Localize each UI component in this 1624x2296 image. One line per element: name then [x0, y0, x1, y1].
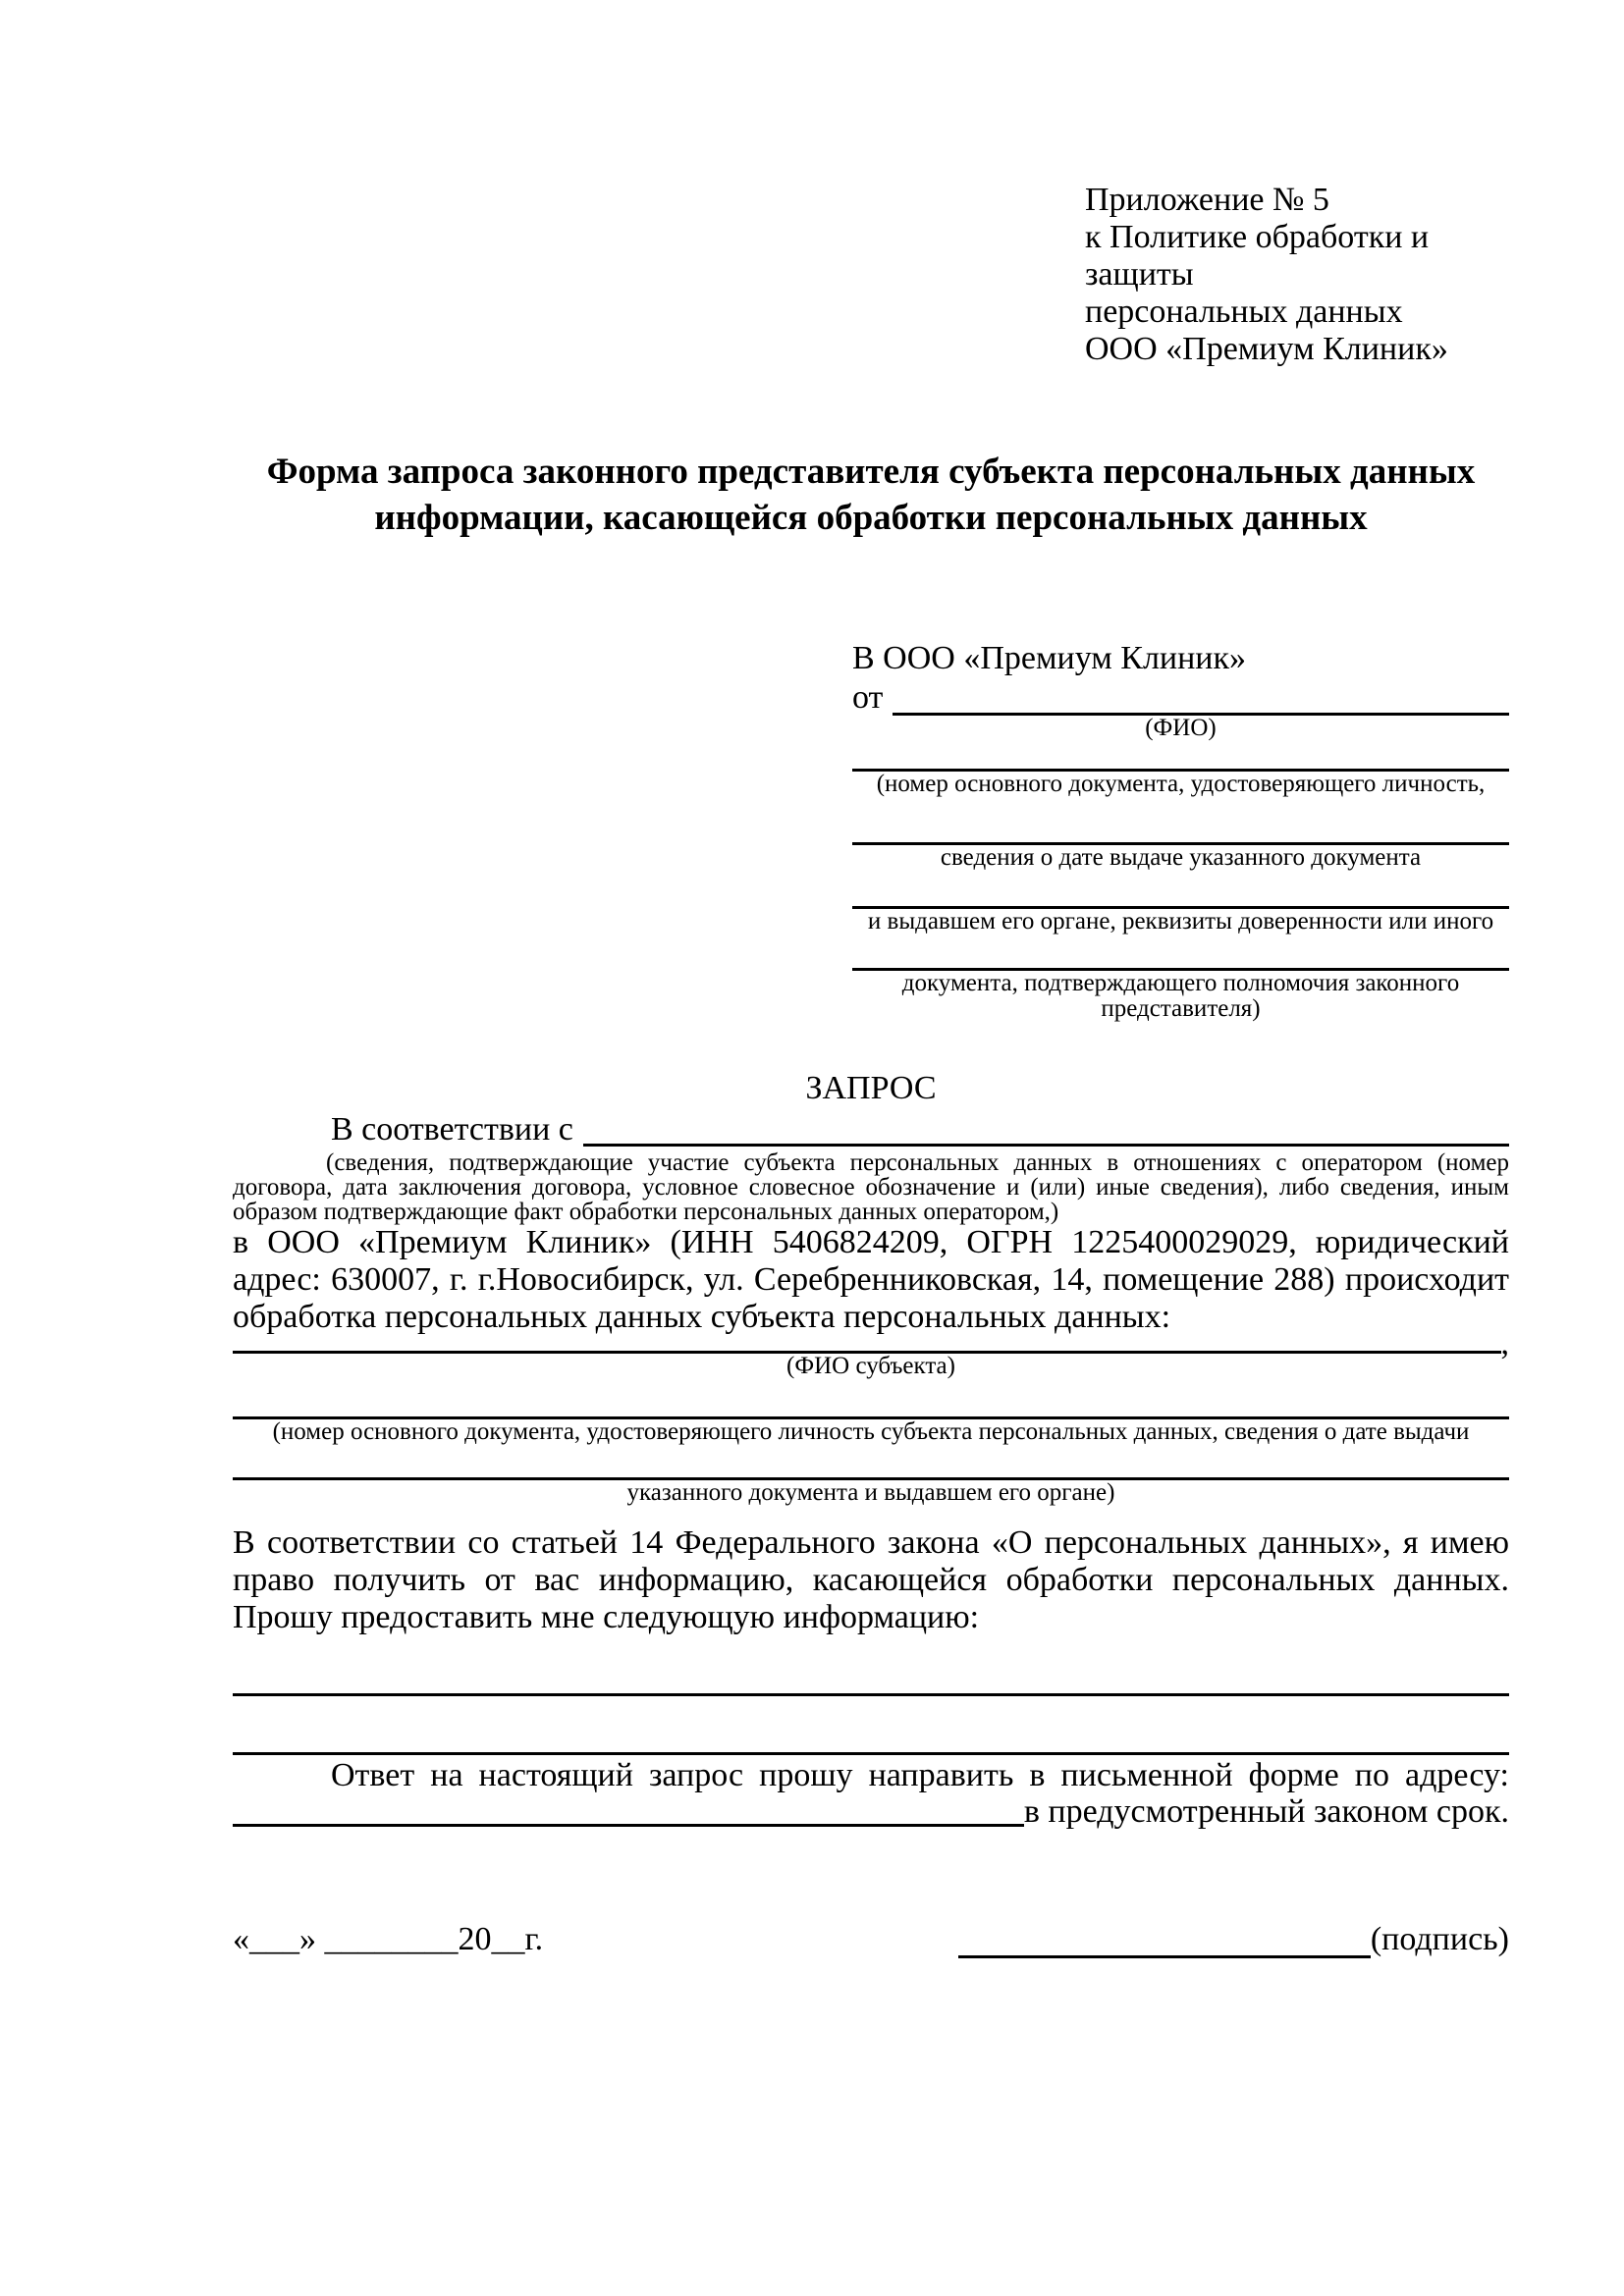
date-field[interactable]: «___» ________20__г. [233, 1921, 544, 1957]
operator-paragraph: в ООО «Премиум Клиник» (ИНН 5406824209, ОГРН 1225400029029, юридический адрес: 630007, г. г.Новосибирск, ул. Серебренниковская, 14, помещение 288) происходит обработка персональных данных субъекта персональных данных: [233, 1224, 1509, 1335]
subject-document-caption2: указанного документа и выдавшем его органе) [626, 1479, 1115, 1506]
request-heading: ЗАПРОС [805, 1070, 937, 1106]
from-label: от [852, 679, 884, 716]
issuing-authority-field [852, 871, 1509, 934]
addressee-to: В ООО «Премиум Клиник» [852, 640, 1247, 676]
authority-document-input-line[interactable] [852, 934, 1509, 971]
subject-document-input-line[interactable] [233, 1379, 1509, 1419]
response-paragraph: Ответ на настоящий запрос прошу направить в письменной форме по адресу: [331, 1757, 1509, 1793]
document-content [233, 0, 1509, 1958]
response-address-input-line[interactable] [233, 1824, 1024, 1827]
comma-text: , [1500, 1325, 1509, 1362]
signature-input-line[interactable] [958, 1930, 1371, 1958]
subject-fio-row [233, 1325, 1509, 1362]
requested-info-input-line1[interactable] [233, 1636, 1509, 1696]
signature-caption: (подпись) [1370, 1921, 1509, 1957]
requested-info-input-line2[interactable] [233, 1696, 1509, 1755]
from-row [852, 680, 1509, 716]
appendix-line: персональных данных [1085, 294, 1403, 330]
issuing-authority-input-line[interactable] [852, 871, 1509, 909]
fio-input-line[interactable] [893, 685, 1509, 716]
in-accordance-label: В соответствии с [331, 1111, 573, 1148]
details-caption: (сведения, подтверждающие участие субъекта персональных данных в отношениях с оператором (номер договора, дата заключения договора, условное словесное обозначение и (или) иные сведения), либо сведения, иным образом подтверждающие факт обработки персональных данных оператором,) [233, 1149, 1509, 1225]
law-paragraph: В соответствии со статьей 14 Федерального закона «О персональных данных», я имею право получить от вас информацию, касающейся обработки персональных данных. Прошу предоставить мне следующую информацию: [233, 1524, 1509, 1635]
document-number-field [852, 741, 1509, 797]
fio-caption: (ФИО) [1145, 715, 1217, 741]
page-title-line1: Форма запроса законного представителя субъекта персональных данных [266, 452, 1476, 492]
subject-document-caption: (номер основного документа, удостоверяющего личность субъекта персональных данных, сведения о дате выдачи [272, 1418, 1470, 1445]
document-number-caption: (номер основного документа, удостоверяющего личность, [876, 771, 1486, 797]
in-accordance-row [233, 1113, 1509, 1147]
appendix-line: Приложение № 5 [1085, 182, 1329, 218]
response-address-row [233, 1793, 1509, 1830]
signature-row [233, 1921, 1509, 1958]
authority-document-caption: документа, подтверждающего полномочия законного представителя) [901, 970, 1460, 1022]
document-number-input-line[interactable] [852, 741, 1509, 772]
page-title [233, 449, 1509, 541]
appendix-header [1085, 182, 1509, 368]
issuing-authority-caption: и выдавшем его органе, реквизиты доверенности или иного [867, 908, 1494, 934]
signature-field [958, 1921, 1509, 1958]
authority-document-field [852, 934, 1509, 1022]
issue-date-caption: сведения о дате выдаче указанного документа [940, 844, 1422, 871]
page-title-line2: информации, касающейся обработки персональных данных [374, 498, 1368, 538]
in-accordance-input-line[interactable] [583, 1118, 1509, 1147]
subject-document-input-line2[interactable] [233, 1445, 1509, 1480]
issue-date-field [852, 797, 1509, 871]
appendix-line: ООО «Премиум Клиник» [1085, 331, 1448, 367]
issue-date-input-line[interactable] [852, 797, 1509, 845]
appendix-line: к Политике обработки и защиты [1085, 219, 1430, 293]
response-tail-text: в предусмотренный законом срок. [1023, 1793, 1509, 1830]
subject-fio-caption: (ФИО субъекта) [786, 1353, 955, 1379]
addressee-block [852, 639, 1509, 1022]
